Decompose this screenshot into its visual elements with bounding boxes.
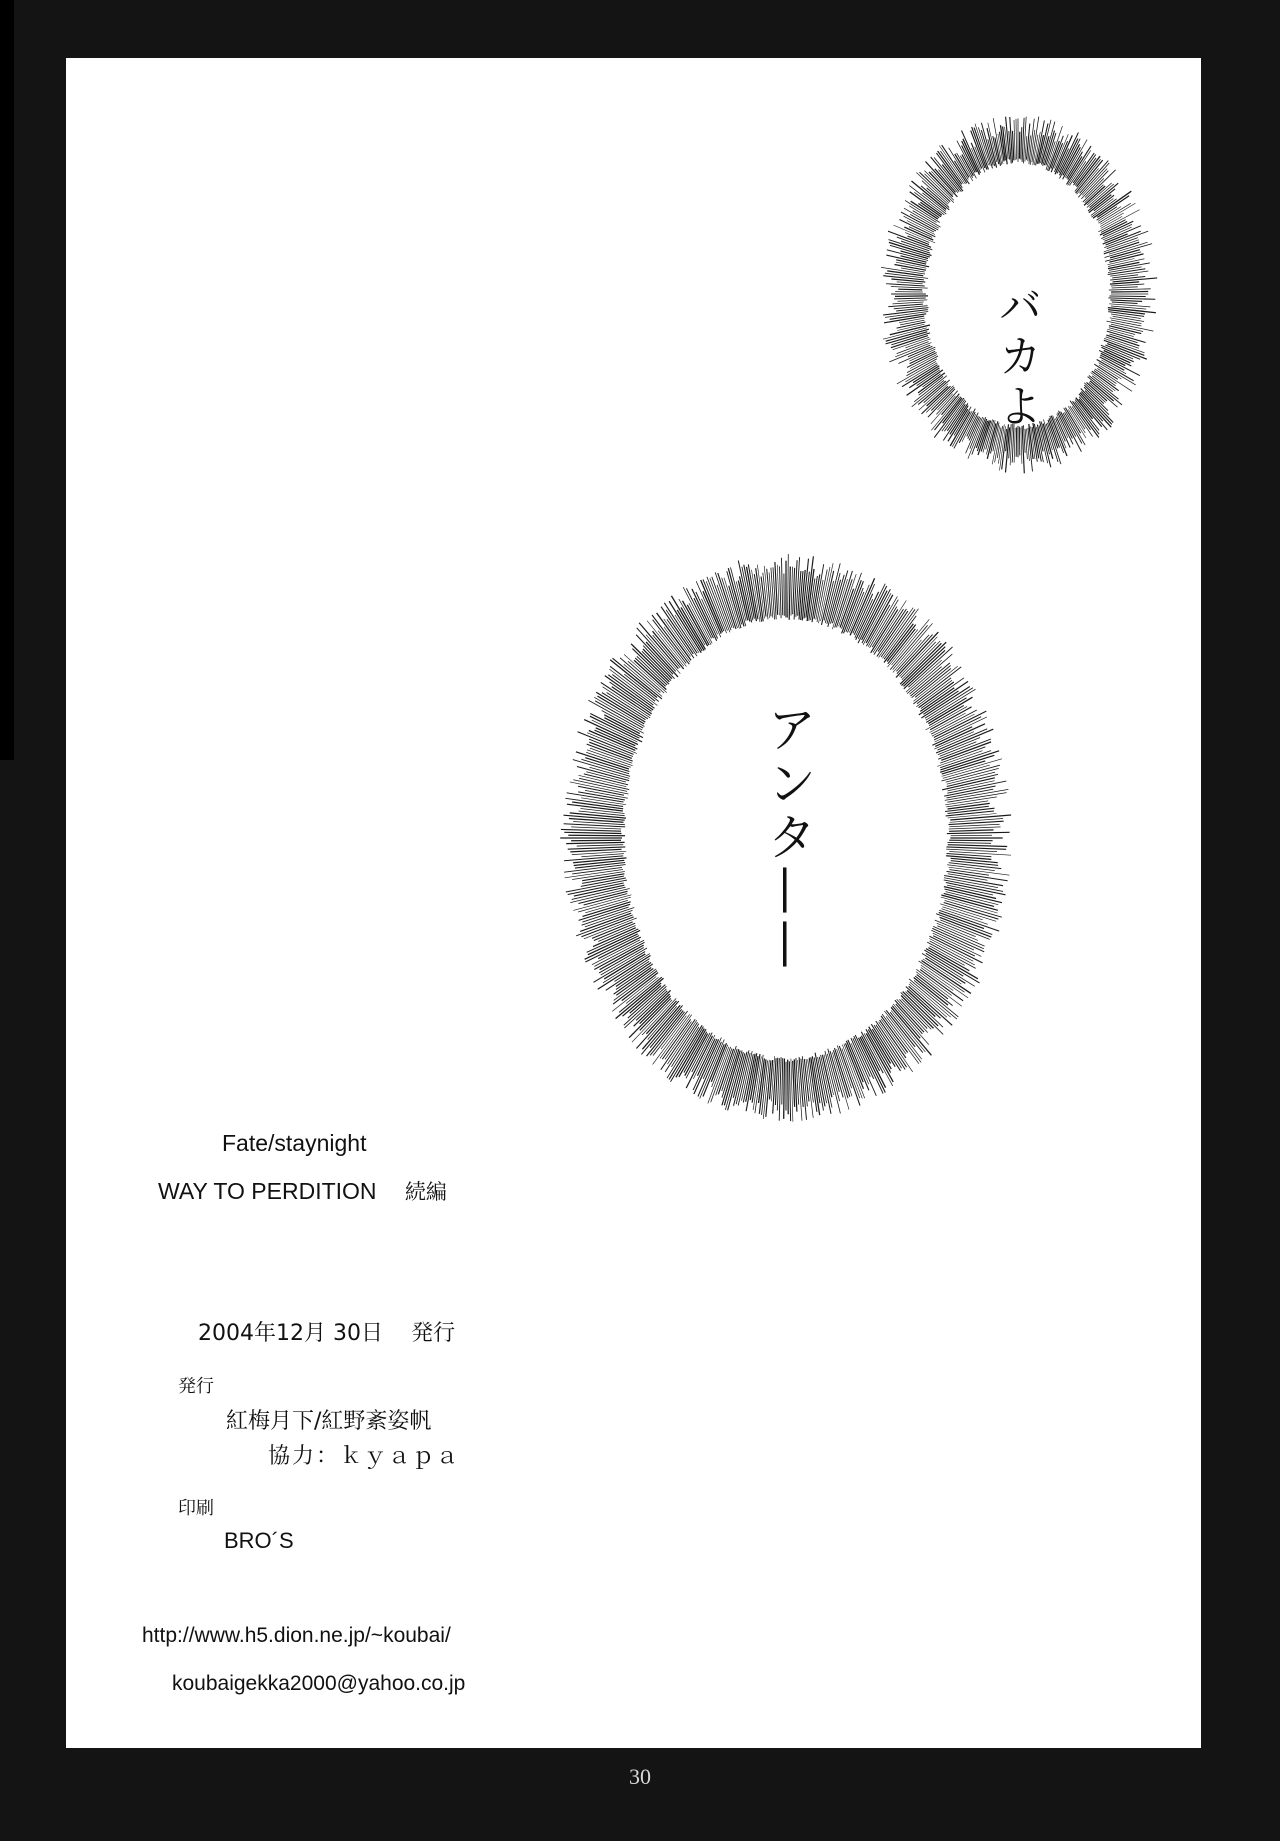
burst-stroke: [949, 827, 1001, 829]
burst-stroke: [561, 829, 621, 831]
burst-stroke: [944, 880, 1003, 892]
burst-stroke: [895, 296, 928, 297]
burst-layer: [66, 58, 1201, 1748]
release-date: 2004年12月 30日: [198, 1321, 383, 1346]
burst-stroke: [578, 786, 624, 795]
burst-stroke: [784, 1059, 785, 1119]
burst-stroke: [1109, 254, 1143, 262]
publisher-name: 紅梅月下/紅野紊姿帆: [226, 1409, 432, 1434]
burst-stroke: [789, 567, 790, 620]
burst-stroke: [897, 282, 923, 284]
burst-stroke: [593, 928, 636, 947]
website-url: http://www.h5.dion.ne.jp/~koubai/: [142, 1624, 451, 1647]
series-name: Fate/staynight: [222, 1130, 367, 1156]
burst-stroke: [1016, 119, 1017, 159]
burst-stroke: [946, 849, 997, 852]
burst-stroke: [940, 917, 992, 937]
burst-stroke: [595, 701, 643, 728]
manga-page: [66, 58, 1201, 1748]
burst-stroke: [898, 300, 928, 301]
burst-stroke: [568, 835, 625, 836]
burst-stroke: [887, 271, 923, 276]
burst-stroke: [929, 936, 982, 963]
burst-stroke: [947, 871, 1008, 880]
burst-stroke: [948, 845, 1008, 847]
burst-stroke: [948, 842, 992, 843]
burst-stroke: [904, 647, 946, 687]
cooperation-credit: 協力：ｋｙａｐａ: [268, 1444, 461, 1469]
burst-stroke: [898, 289, 922, 290]
burst-stroke: [782, 558, 783, 616]
burst-stroke: [661, 1016, 687, 1049]
burst-stroke: [940, 751, 999, 770]
burst-stroke: [570, 849, 621, 852]
burst-stroke: [1112, 302, 1138, 304]
burst-stroke: [573, 780, 627, 792]
burst-stroke: [564, 832, 621, 833]
burst-stroke: [1107, 321, 1154, 331]
burst-stroke: [833, 1050, 848, 1098]
burst-stroke: [1014, 120, 1015, 160]
burst-stroke: [883, 276, 924, 280]
burst-stroke: [1110, 296, 1146, 297]
burst-stroke: [911, 201, 938, 219]
burst-stroke: [949, 830, 993, 831]
burst-stroke: [907, 370, 943, 396]
burst-stroke: [891, 287, 928, 289]
burst-stroke: [945, 789, 1009, 800]
burst-stroke: [1021, 127, 1022, 159]
burst-stroke: [789, 1061, 790, 1121]
book-title: [158, 1176, 447, 1206]
burst-stroke: [1112, 287, 1138, 288]
scan-edge-shadow: [0, 0, 14, 760]
burst-stroke: [594, 940, 644, 966]
burst-stroke: [580, 913, 631, 931]
burst-stroke: [1014, 428, 1015, 463]
burst-stroke: [1110, 300, 1142, 302]
burst-stroke: [947, 832, 1010, 833]
burst-stroke: [564, 856, 623, 861]
burst-stroke: [571, 827, 621, 829]
burst-stroke: [941, 742, 991, 760]
contact-email: koubaigekka2000@yahoo.co.jp: [172, 1672, 466, 1695]
burst-stroke: [1108, 310, 1145, 314]
burst-stroke: [701, 580, 723, 632]
burst-stroke: [773, 1058, 776, 1113]
burst-stroke: [582, 908, 635, 926]
burst-stroke: [1053, 416, 1066, 449]
burst-stroke: [1105, 252, 1141, 261]
burst-stroke: [1111, 292, 1148, 293]
burst-stroke: [950, 815, 1011, 820]
burst-stroke: [894, 298, 926, 299]
burst-stroke: [949, 840, 992, 841]
burst-stroke: [908, 647, 952, 687]
burst-stroke: [782, 1058, 783, 1104]
burst-stroke: [771, 568, 775, 620]
release-label: 発行: [411, 1321, 456, 1346]
burst-stroke: [932, 727, 972, 746]
release-line: [198, 1316, 455, 1347]
burst-stroke: [1111, 314, 1141, 319]
burst-stroke: [571, 840, 621, 841]
burst-stroke: [568, 847, 626, 849]
book-title-suffix: 続編: [404, 1180, 447, 1204]
burst-stroke: [901, 268, 925, 272]
burst-stroke: [566, 842, 624, 843]
burst-stroke: [1106, 335, 1139, 346]
burst-stroke: [1104, 231, 1148, 248]
burst-stroke: [788, 554, 789, 618]
burst-stroke: [951, 861, 998, 866]
burst-stroke: [898, 347, 935, 363]
printer-heading: 印刷: [178, 1498, 214, 1519]
burst-stroke: [947, 847, 1007, 849]
burst-stroke: [568, 883, 624, 895]
burst-stroke: [1113, 278, 1158, 282]
burst-stroke: [914, 376, 947, 402]
book-title-main: WAY TO PERDITION: [158, 1178, 377, 1204]
burst-stroke: [597, 696, 644, 724]
burst-stroke: [643, 649, 672, 679]
burst-stroke: [567, 793, 624, 802]
burst-stroke: [899, 318, 925, 323]
burst-stroke: [1021, 428, 1022, 464]
burst-stroke: [1013, 131, 1014, 161]
burst-stroke: [791, 567, 793, 616]
burst-stroke: [780, 566, 782, 618]
burst-stroke: [570, 813, 626, 818]
burst-stroke: [577, 845, 624, 846]
page-number: 30: [629, 1764, 651, 1789]
publisher-heading: 発行: [178, 1376, 214, 1397]
burst-stroke: [890, 325, 930, 335]
burst-stroke: [1109, 289, 1151, 290]
lower-burst-text: アンタ——: [759, 703, 817, 973]
burst-stroke: [893, 302, 924, 304]
burst-stroke: [788, 1060, 789, 1115]
upper-burst-text: バカよ: [990, 283, 1042, 433]
burst-stroke: [581, 809, 625, 814]
burst-stroke: [940, 920, 990, 940]
burst-stroke: [886, 284, 925, 286]
printer-name: BRO´S: [224, 1528, 294, 1553]
burst-stroke: [1108, 298, 1155, 299]
